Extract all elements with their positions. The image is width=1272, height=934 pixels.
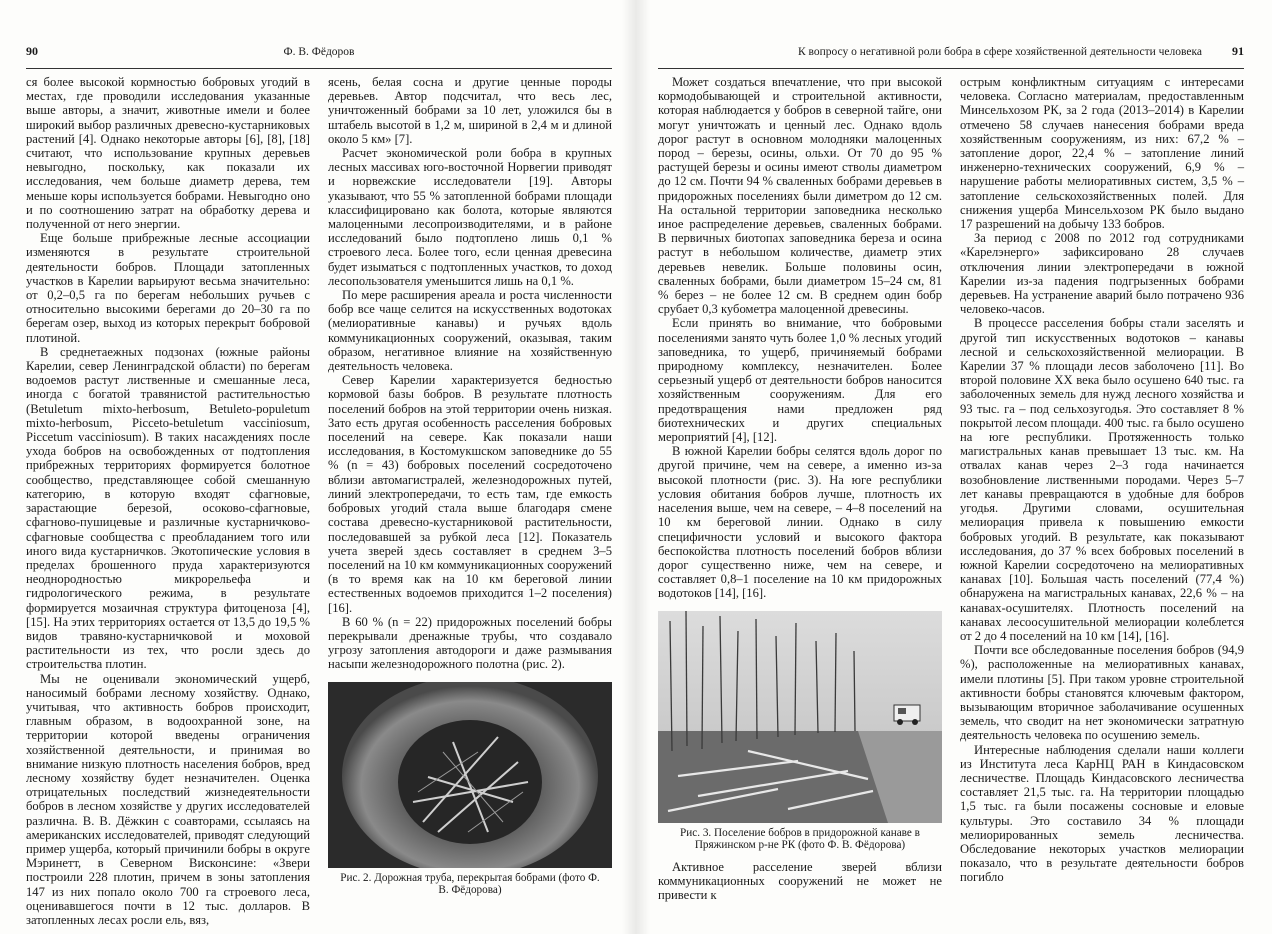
left-col-1 — [26, 75, 310, 927]
left-running-head: Ф. В. Фёдоров — [283, 46, 355, 58]
paragraph: В 60 % (n = 22) придорожных поселений бобры перекрывали дренажные трубы, что создавало угрозу затопления автодороги и даже размывания насыпи железнодорожного полотна (рис. 2). — [328, 614, 612, 672]
paragraph: Может создаться впечатление, что при высокой кормодобывающей и строительной активности, которая наблюдается у бобров в северной тайге, они могут уничтожать и ценный лес. Однако вдоль дорог растут в основном молодняки малоценных пород – березы, осины, ольхи. От 70 до 95 % растущей березы и осины имеют стволы диаметром до 12 см. Почти 94 % сваленных бобрами деревьев в придорожных поселениях были диметром до 12 см. На остальной территории заповедника несколько иное распределение деревьев, сваленных бобрами. В первичных биотопах заповедника береза и осина растут в небольшом количестве, диаметр этих деревьев невелик. Больше половины осин, сваленных бобрами, были диаметром 15–24 см, 81 % берез – не более 12 см. В среднем один бобр срубает 0,3 кубометра малоценной древесины. — [658, 75, 942, 317]
left-page-number: 90 — [26, 44, 38, 58]
paragraph: Север Карелии характеризуется бедностью кормовой базы бобров. В результате плотность поселений бобров на этой территории очень низкая. Зато есть другая особенность расселения бобровых поселений на севере. Как показали наши исследования, в Костомукшском заповеднике до 55 % (n = 43) бобровых поселений сосредоточено вблизи автомагистралей, железнодорожных путей, линий электропередачи, то есть там, где емкость бобровых угодий стала выше благодаря смене состава древесно-кустарниковой растительности, последовавшей за рубкой леса [12]. Показатель учета зверей здесь составляет в среднем 3–5 поселений на 10 км коммуникационных сооружений (в то время как на 10 км береговой линии естественных водоемов приходится 1–2 поселения) [16]. — [328, 373, 612, 615]
paragraph: По мере расширения ареала и роста численности бобр все чаще селится на искусственных водотоках (мелиоративные канавы) и ручьях вдоль коммуникационных сооружений, оказывая, таким образом, негативное влияние на хозяйственную деятельность человека. — [328, 288, 612, 374]
figure-2 — [328, 682, 612, 897]
right-page-columns — [658, 75, 1244, 902]
paragraph: В процессе расселения бобры стали заселять и другой тип искусственных водотоков – канавы лесной и сельскохозяйственной мелиорации. В Карелии 37 % площади лесов заболочено [11]. Во второй половине XX века было осушено 640 тыс. га заболоченных земель для нужд лесного хозяйства и 93 тыс. га – под сельхозугодья. Это составляет 8 % покрытой лесом площади. 400 тыс. га было осушено на юге республики. Протяженность только магистральных канав превышает 13 тыс. км. На отвалах канав через 2–3 года начинается возобновление лиственными породами. Через 5–7 лет канавы превращаются в удобные для бобров угодья. Другими словами, осушительная мелиорация привела к повышению емкости бобровых угодий. В результате, как показывают исследования, до 37 % всех бобровых поселений в южной Карелии сосредоточено на мелиоративных канавах [10]. Большая часть поселений (77,4 %) обнаружена на магистральных канавах, 22,6 % – на канавах-осушителях. Плотность поселений на канавах лесоосушительной мелиорации колеблется от 2 до 4 поселений на 10 км [14], [16]. — [960, 316, 1244, 643]
right-col-2 — [960, 75, 1244, 902]
paragraph: ся более высокой кормностью бобровых угодий в местах, где проводили исследования указанные выше авторы, а значит, животные имели и более широкий выбор различных древесно-кустарниковых растений [4]. Однако некоторые авторы [6], [8], [18] считают, что использование крупных деревьев невыгодно, поскольку, как показали их исследования, чем больше диаметр дерева, тем меньше коры используется бобрами. Невыгодно оно и по соотношению затрат на обработку дерева и полученной от него энергии. — [26, 75, 310, 232]
paragraph: Еще больше прибрежные лесные ассоциации изменяются в результате строительной деятельности бобров. Площади затопленных участков в Карелии варьируют весьма значительно: от 0,2–0,5 га по берегам небольших ручьев с относительно высокими берегами до 20–30 га по берегам озер, выход из которых перекрыт бобровой плотиной. — [26, 231, 310, 345]
right-page — [636, 0, 1272, 934]
paragraph: острым конфликтным ситуациям с интересами человека. Согласно материалам, предоставленным Минсельхозом РК, за 2 года (2013–2014) в Карелии отмечено 58 случаев нанесения бобрами вреда хозяйственным сооружениям, из них: 67,2 % – затопление дорог, 22,4 % – затопление линий инженерно-технических сооружений, 6,9 % – нарушение работы мелиоративных систем, 3,5 % – затопление сельскохозяйственных полей. Для снижения ущерба Минсельхозом РК было выдано 17 разрешений на добычу 133 бобров. — [960, 75, 1244, 232]
road-pipe-photo — [328, 682, 612, 868]
paragraph: За период с 2008 по 2012 год сотрудниками «Карелэнерго» зафиксировано 28 случаев отключения линии электропередачи в южной Карелии из-за падения подгрызенных бобрами деревьев. На устранение аварий было потрачено 936 человеко-часов. — [960, 231, 1244, 317]
left-page-header — [26, 44, 612, 69]
paragraph: Активное расселение зверей вблизи коммуникационных сооружений не может не привести к — [658, 859, 942, 903]
paragraph: Интересные наблюдения сделали наши коллеги из Института леса КарНЦ РАН в Киндасовском лесничестве. Площадь Киндасовского лесничества составляет 21,5 тыс. га. На территории площадью 1,5 тыс. га были посажены сосновые и еловые культуры. Это составило 34 % площади мелиорированных земель лесничества. Обследование некоторых участков мелиорации показало, что в результате деятельности бобров погибло — [960, 742, 1244, 885]
paragraph: Почти все обследованные поселения бобров (94,9 %), расположенные на мелиоративных канавах, имели плотины [5]. При таком уровне строительной активности бобры становятся ключевым фактором, вызывающим вторичное заболачивание осушенных земель, что сводит на нет экономически затратную деятельность человека по осушению земель. — [960, 643, 1244, 743]
right-col-1 — [658, 75, 942, 902]
figure-3-caption: Рис. 3. Поселение бобров в придорожной канаве в Пряжинском р-не РК (фото Ф. В. Фёдорова) — [680, 826, 920, 852]
gutter-shadow — [622, 0, 636, 934]
paragraph: В среднетаежных подзонах (южные районы Карелии, север Ленинградской области) по берегам водоемов растут лиственные и смешанные леса, иногда с богатой травянистой растительностью (Betuletum mixto-herbosum, Betuleto-populetum mixto-herbosum, Picceto-betuletum vacciniosum, Piccetum vacciniosum). В таких насаждениях после ухода бобров на освобожденных от подтопления прибрежных территориях формируется болотное сообщество, представляющее собой смешанную категорию, в которую входят сфагновые, зарастающие березой, осоково-сфагновые, сфагново-пушицевые и различные кустарничково-сфагновые сообщества с преобладанием того или иного вида кустарничков. Экотопические условия в пределах брошенного пруда характеризуются неоднородностью микрорельефа и гидрологического режима, в результате формируется мозаичная структура фитоценоза [4], [15]. На этих территориях остается от 13,5 до 19,5 % видов травяно-кустарничковой и моховой растительности из тех, что росли здесь до строительства плотин. — [26, 344, 310, 672]
right-page-header — [658, 44, 1244, 69]
figure-2-caption: Рис. 2. Дорожная труба, перекрытая бобрами (фото Ф. В. Фёдорова) — [340, 871, 600, 897]
left-col-2 — [328, 75, 612, 927]
right-page-number: 91 — [1232, 44, 1244, 58]
paragraph: В южной Карелии бобры селятся вдоль дорог по другой причине, чем на севере, а именно из-за высокой плотности (рис. 3). На юге республики условия обитания бобров лучше, плотность их населения выше, чем на севере, – 4–8 поселений на 10 км береговой линии. Однако в силу специфичности условий и высокого фактора беспокойства плотность поселений бобров вблизи дорог существенно ниже, чем на севере, и составляет 0,8–1 поселение на 10 км придорожных водотоков [14], [16]. — [658, 444, 942, 601]
paragraph: Расчет экономической роли бобра в крупных лесных массивах юго-восточной Норвегии приводят и норвежские исследователи [19]. Авторы указывают, что 55 % затопленной бобрами площади классифицировано как болота, которые являются малоценными лесопроизводителями, и в районе исследований было подтоплено лишь 0,1 % строевого леса. Более того, если ценная древесина будет изыматься с подтопленных участков, то доход лесопользователя уменьшится лишь на 0,1 %. — [328, 146, 612, 288]
paragraph: Если принять во внимание, что бобровыми поселениями занято чуть более 1,0 % лесных угодий заповедника, то ущерб, причиняемый бобрами природному комплексу, незначителен. Более серьезный ущерб от деятельности бобров наносится хозяйственным сооружениям. Для его предотвращения нами предложен ряд биотехнических и других специальных мероприятий [4], [12]. — [658, 316, 942, 445]
figure-3 — [658, 611, 942, 852]
right-running-head: К вопросу о негативной роли бобра в сфере хозяйственной деятельности человека — [797, 46, 1202, 58]
roadside-ditch-photo — [658, 611, 942, 823]
gutter-shadow — [636, 0, 650, 934]
paragraph: ясень, белая сосна и другие ценные породы деревьев. Автор подсчитал, что весь лес, уничтоженный бобрами за 10 лет, уложился бы в штабель высотой в 1,2 м, шириной в 2,4 м и длиной около 5 км» [7]. — [328, 75, 612, 146]
paragraph: Мы не оценивали экономический ущерб, наносимый бобрами лесному хозяйству. Однако, учитывая, что активность бобров происходит, главным образом, в водоохранной зоне, на территории которой введены ограничения хозяйственной деятельности, и принимая во внимание низкую плотность населения бобров, вред лесному хозяйству будет незначителен. Оценка отрицательных последствий жизнедеятельности бобров в лесном хозяйстве у других исследователей различна. В. В. Дёжкин с соавторами, ссылаясь на американских исследователей, приводят следующий пример ущерба, который причинили бобры в округе Мэринетт, в Северном Висконсине: «Звери построили 228 плотин, причем в зоны затопления 147 из них попало около 700 га строевого леса, оценивавшегося почти в 12 тыс. долларов. В затопленных лесах росли ель, вяз, — [26, 671, 310, 927]
left-page-columns — [26, 75, 612, 927]
